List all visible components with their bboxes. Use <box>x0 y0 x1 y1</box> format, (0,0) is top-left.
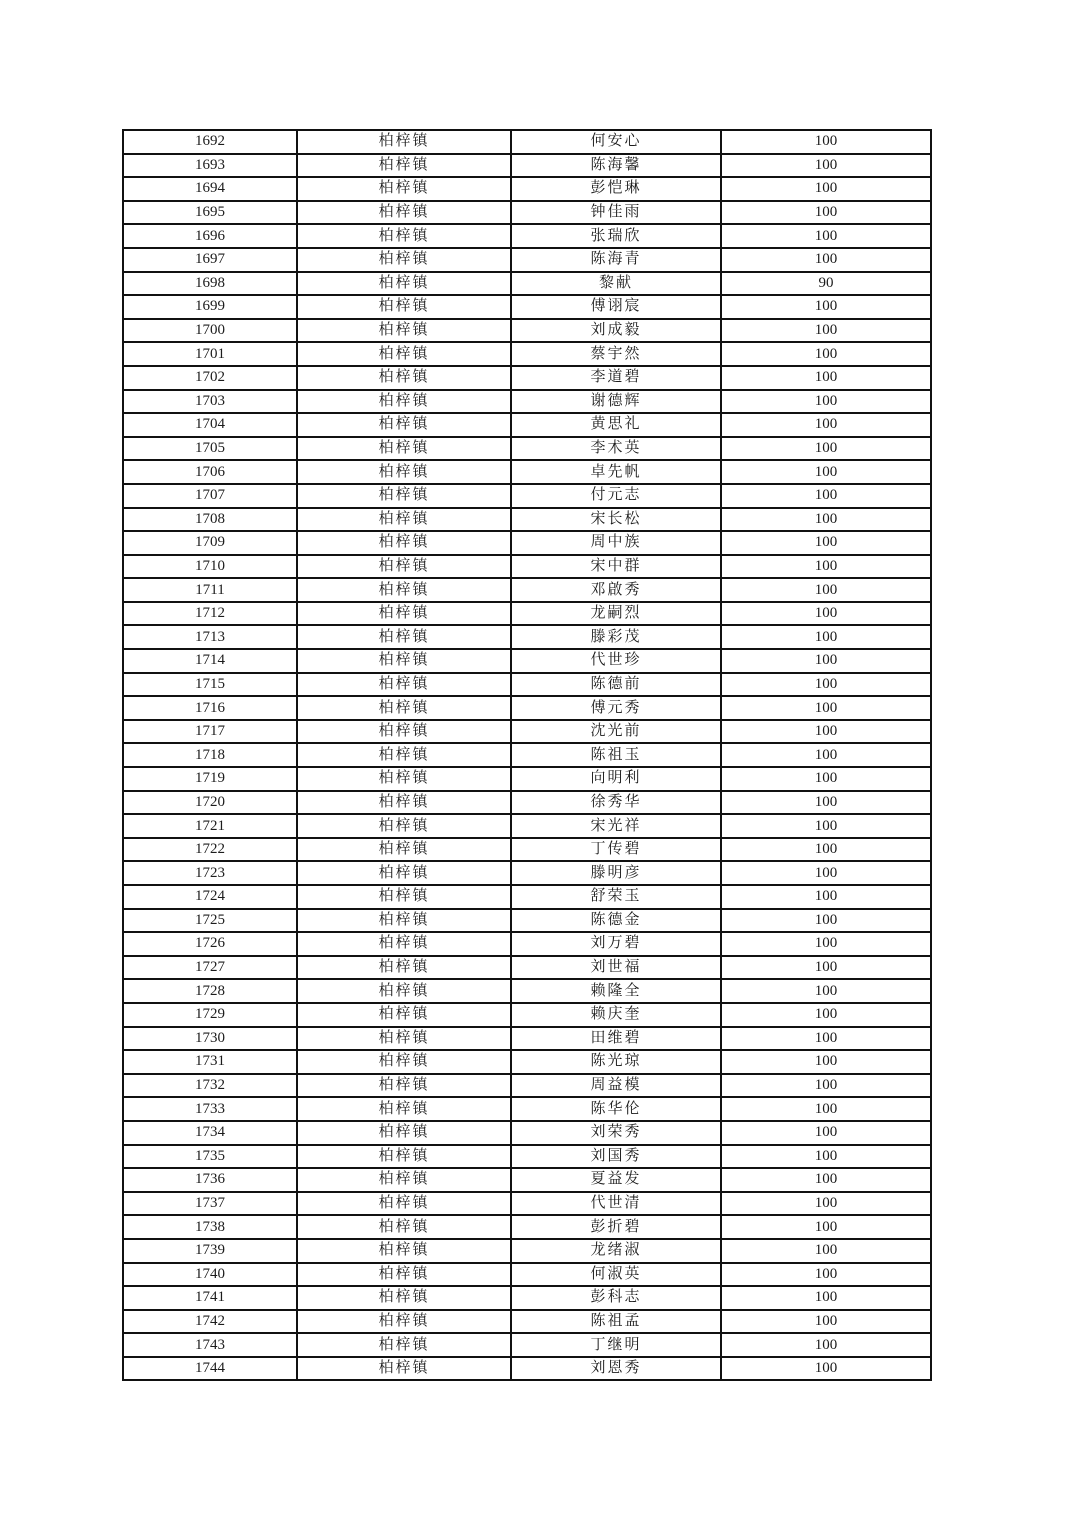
person-name-cell: 付元志 <box>511 484 721 508</box>
score-cell: 100 <box>721 224 931 248</box>
town-cell: 柏梓镇 <box>297 460 511 484</box>
table-row <box>123 1168 931 1192</box>
person-name-cell: 李道碧 <box>511 366 721 390</box>
serial-number-cell: 1742 <box>123 1310 297 1334</box>
person-name-cell: 田维碧 <box>511 1027 721 1051</box>
person-name-cell: 刘荣秀 <box>511 1121 721 1145</box>
table-row <box>123 460 931 484</box>
town-cell: 柏梓镇 <box>297 885 511 909</box>
serial-number-cell: 1720 <box>123 791 297 815</box>
serial-number-cell: 1723 <box>123 861 297 885</box>
score-cell: 100 <box>721 1168 931 1192</box>
town-cell: 柏梓镇 <box>297 319 511 343</box>
serial-number-cell: 1722 <box>123 838 297 862</box>
score-cell: 100 <box>721 649 931 673</box>
score-cell: 100 <box>721 791 931 815</box>
score-cell: 100 <box>721 531 931 555</box>
score-cell: 100 <box>721 177 931 201</box>
town-cell: 柏梓镇 <box>297 390 511 414</box>
town-cell: 柏梓镇 <box>297 1121 511 1145</box>
town-cell: 柏梓镇 <box>297 1192 511 1216</box>
serial-number-cell: 1717 <box>123 720 297 744</box>
serial-number-cell: 1732 <box>123 1074 297 1098</box>
serial-number-cell: 1698 <box>123 272 297 296</box>
table-row <box>123 1310 931 1334</box>
table-row <box>123 177 931 201</box>
score-table-body <box>123 130 931 1380</box>
serial-number-cell: 1715 <box>123 673 297 697</box>
person-name-cell: 丁传碧 <box>511 838 721 862</box>
serial-number-cell: 1727 <box>123 956 297 980</box>
serial-number-cell: 1738 <box>123 1215 297 1239</box>
town-cell: 柏梓镇 <box>297 1310 511 1334</box>
person-name-cell: 谢德辉 <box>511 390 721 414</box>
score-cell: 100 <box>721 319 931 343</box>
score-cell: 100 <box>721 484 931 508</box>
town-cell: 柏梓镇 <box>297 1145 511 1169</box>
town-cell: 柏梓镇 <box>297 838 511 862</box>
table-row <box>123 861 931 885</box>
person-name-cell: 龙绪淑 <box>511 1239 721 1263</box>
town-cell: 柏梓镇 <box>297 201 511 225</box>
table-row <box>123 1357 931 1381</box>
score-cell: 100 <box>721 720 931 744</box>
score-cell: 100 <box>721 956 931 980</box>
table-row <box>123 1050 931 1074</box>
person-name-cell: 彭科志 <box>511 1286 721 1310</box>
town-cell: 柏梓镇 <box>297 861 511 885</box>
serial-number-cell: 1730 <box>123 1027 297 1051</box>
score-cell: 100 <box>721 814 931 838</box>
person-name-cell: 夏益发 <box>511 1168 721 1192</box>
person-name-cell: 周中族 <box>511 531 721 555</box>
table-row <box>123 319 931 343</box>
town-cell: 柏梓镇 <box>297 295 511 319</box>
table-row <box>123 224 931 248</box>
person-name-cell: 龙嗣烈 <box>511 602 721 626</box>
town-cell: 柏梓镇 <box>297 578 511 602</box>
person-name-cell: 何淑英 <box>511 1263 721 1287</box>
town-cell: 柏梓镇 <box>297 555 511 579</box>
town-cell: 柏梓镇 <box>297 814 511 838</box>
town-cell: 柏梓镇 <box>297 1097 511 1121</box>
score-cell: 100 <box>721 885 931 909</box>
table-row <box>123 743 931 767</box>
town-cell: 柏梓镇 <box>297 979 511 1003</box>
person-name-cell: 钟佳雨 <box>511 201 721 225</box>
score-cell: 100 <box>721 201 931 225</box>
score-cell: 100 <box>721 1027 931 1051</box>
table-row <box>123 295 931 319</box>
town-cell: 柏梓镇 <box>297 932 511 956</box>
score-cell: 100 <box>721 154 931 178</box>
town-cell: 柏梓镇 <box>297 1263 511 1287</box>
person-name-cell: 彭折碧 <box>511 1215 721 1239</box>
score-cell: 100 <box>721 979 931 1003</box>
town-cell: 柏梓镇 <box>297 1074 511 1098</box>
serial-number-cell: 1697 <box>123 248 297 272</box>
person-name-cell: 陈华伦 <box>511 1097 721 1121</box>
score-cell: 100 <box>721 625 931 649</box>
score-cell: 100 <box>721 1310 931 1334</box>
town-cell: 柏梓镇 <box>297 342 511 366</box>
serial-number-cell: 1706 <box>123 460 297 484</box>
person-name-cell: 刘国秀 <box>511 1145 721 1169</box>
score-cell: 100 <box>721 1003 931 1027</box>
person-name-cell: 张瑞欣 <box>511 224 721 248</box>
table-row <box>123 390 931 414</box>
score-cell: 100 <box>721 130 931 154</box>
table-row <box>123 248 931 272</box>
table-row <box>123 602 931 626</box>
person-name-cell: 傅诩宸 <box>511 295 721 319</box>
person-name-cell: 彭恺琳 <box>511 177 721 201</box>
serial-number-cell: 1692 <box>123 130 297 154</box>
score-cell: 100 <box>721 1050 931 1074</box>
score-cell: 100 <box>721 767 931 791</box>
person-name-cell: 陈海青 <box>511 248 721 272</box>
table-row <box>123 625 931 649</box>
person-name-cell: 宋中群 <box>511 555 721 579</box>
person-name-cell: 陈海馨 <box>511 154 721 178</box>
person-name-cell: 李术英 <box>511 437 721 461</box>
person-name-cell: 刘恩秀 <box>511 1357 721 1381</box>
serial-number-cell: 1716 <box>123 696 297 720</box>
person-name-cell: 丁继明 <box>511 1333 721 1357</box>
person-name-cell: 宋光祥 <box>511 814 721 838</box>
town-cell: 柏梓镇 <box>297 767 511 791</box>
serial-number-cell: 1724 <box>123 885 297 909</box>
person-name-cell: 陈光琼 <box>511 1050 721 1074</box>
serial-number-cell: 1736 <box>123 1168 297 1192</box>
table-row <box>123 1333 931 1357</box>
table-row <box>123 1192 931 1216</box>
town-cell: 柏梓镇 <box>297 743 511 767</box>
serial-number-cell: 1728 <box>123 979 297 1003</box>
score-cell: 100 <box>721 909 931 933</box>
score-cell: 100 <box>721 1074 931 1098</box>
person-name-cell: 代世珍 <box>511 649 721 673</box>
table-row <box>123 555 931 579</box>
score-cell: 100 <box>721 366 931 390</box>
table-row <box>123 1097 931 1121</box>
town-cell: 柏梓镇 <box>297 1168 511 1192</box>
score-cell: 100 <box>721 342 931 366</box>
table-row <box>123 578 931 602</box>
table-row <box>123 1121 931 1145</box>
serial-number-cell: 1718 <box>123 743 297 767</box>
town-cell: 柏梓镇 <box>297 1215 511 1239</box>
serial-number-cell: 1735 <box>123 1145 297 1169</box>
serial-number-cell: 1744 <box>123 1357 297 1381</box>
person-name-cell: 傅元秀 <box>511 696 721 720</box>
town-cell: 柏梓镇 <box>297 177 511 201</box>
table-row <box>123 437 931 461</box>
town-cell: 柏梓镇 <box>297 248 511 272</box>
town-cell: 柏梓镇 <box>297 673 511 697</box>
table-row <box>123 272 931 296</box>
person-name-cell: 何安心 <box>511 130 721 154</box>
serial-number-cell: 1719 <box>123 767 297 791</box>
town-cell: 柏梓镇 <box>297 484 511 508</box>
score-cell: 100 <box>721 1286 931 1310</box>
serial-number-cell: 1721 <box>123 814 297 838</box>
table-row <box>123 1263 931 1287</box>
person-name-cell: 蔡宇然 <box>511 342 721 366</box>
table-row <box>123 1027 931 1051</box>
table-row <box>123 814 931 838</box>
serial-number-cell: 1731 <box>123 1050 297 1074</box>
serial-number-cell: 1741 <box>123 1286 297 1310</box>
score-cell: 100 <box>721 1333 931 1357</box>
serial-number-cell: 1694 <box>123 177 297 201</box>
table-row <box>123 838 931 862</box>
serial-number-cell: 1700 <box>123 319 297 343</box>
person-name-cell: 代世清 <box>511 1192 721 1216</box>
serial-number-cell: 1743 <box>123 1333 297 1357</box>
town-cell: 柏梓镇 <box>297 531 511 555</box>
town-cell: 柏梓镇 <box>297 366 511 390</box>
table-row <box>123 956 931 980</box>
table-row <box>123 767 931 791</box>
table-row <box>123 979 931 1003</box>
person-name-cell: 滕彩茂 <box>511 625 721 649</box>
score-table <box>122 129 932 1381</box>
score-cell: 100 <box>721 578 931 602</box>
town-cell: 柏梓镇 <box>297 909 511 933</box>
score-cell: 100 <box>721 248 931 272</box>
score-cell: 100 <box>721 1145 931 1169</box>
serial-number-cell: 1713 <box>123 625 297 649</box>
town-cell: 柏梓镇 <box>297 1027 511 1051</box>
score-cell: 100 <box>721 413 931 437</box>
score-cell: 100 <box>721 1192 931 1216</box>
town-cell: 柏梓镇 <box>297 508 511 532</box>
serial-number-cell: 1705 <box>123 437 297 461</box>
table-row <box>123 484 931 508</box>
serial-number-cell: 1710 <box>123 555 297 579</box>
table-row <box>123 1003 931 1027</box>
town-cell: 柏梓镇 <box>297 625 511 649</box>
town-cell: 柏梓镇 <box>297 413 511 437</box>
score-cell: 100 <box>721 602 931 626</box>
town-cell: 柏梓镇 <box>297 956 511 980</box>
table-row <box>123 791 931 815</box>
serial-number-cell: 1726 <box>123 932 297 956</box>
table-row <box>123 130 931 154</box>
serial-number-cell: 1737 <box>123 1192 297 1216</box>
serial-number-cell: 1729 <box>123 1003 297 1027</box>
score-cell: 100 <box>721 932 931 956</box>
serial-number-cell: 1711 <box>123 578 297 602</box>
table-row <box>123 531 931 555</box>
person-name-cell: 赖隆全 <box>511 979 721 1003</box>
table-row <box>123 885 931 909</box>
score-cell: 100 <box>721 861 931 885</box>
town-cell: 柏梓镇 <box>297 791 511 815</box>
town-cell: 柏梓镇 <box>297 224 511 248</box>
serial-number-cell: 1707 <box>123 484 297 508</box>
score-cell: 100 <box>721 673 931 697</box>
table-row <box>123 1074 931 1098</box>
table-row <box>123 154 931 178</box>
town-cell: 柏梓镇 <box>297 1239 511 1263</box>
score-cell: 100 <box>721 696 931 720</box>
score-cell: 100 <box>721 1239 931 1263</box>
person-name-cell: 刘成毅 <box>511 319 721 343</box>
serial-number-cell: 1708 <box>123 508 297 532</box>
person-name-cell: 向明利 <box>511 767 721 791</box>
table-row <box>123 932 931 956</box>
score-cell: 100 <box>721 1215 931 1239</box>
town-cell: 柏梓镇 <box>297 130 511 154</box>
table-row <box>123 696 931 720</box>
person-name-cell: 徐秀华 <box>511 791 721 815</box>
score-cell: 100 <box>721 1097 931 1121</box>
person-name-cell: 宋长松 <box>511 508 721 532</box>
person-name-cell: 滕明彦 <box>511 861 721 885</box>
serial-number-cell: 1733 <box>123 1097 297 1121</box>
table-row <box>123 1145 931 1169</box>
serial-number-cell: 1702 <box>123 366 297 390</box>
score-cell: 100 <box>721 295 931 319</box>
score-cell: 90 <box>721 272 931 296</box>
table-row <box>123 1239 931 1263</box>
town-cell: 柏梓镇 <box>297 1050 511 1074</box>
serial-number-cell: 1693 <box>123 154 297 178</box>
town-cell: 柏梓镇 <box>297 649 511 673</box>
serial-number-cell: 1739 <box>123 1239 297 1263</box>
serial-number-cell: 1712 <box>123 602 297 626</box>
score-cell: 100 <box>721 838 931 862</box>
town-cell: 柏梓镇 <box>297 154 511 178</box>
town-cell: 柏梓镇 <box>297 1357 511 1381</box>
town-cell: 柏梓镇 <box>297 1286 511 1310</box>
person-name-cell: 陈祖孟 <box>511 1310 721 1334</box>
score-cell: 100 <box>721 460 931 484</box>
person-name-cell: 黎献 <box>511 272 721 296</box>
serial-number-cell: 1701 <box>123 342 297 366</box>
town-cell: 柏梓镇 <box>297 1003 511 1027</box>
serial-number-cell: 1709 <box>123 531 297 555</box>
person-name-cell: 邓啟秀 <box>511 578 721 602</box>
serial-number-cell: 1695 <box>123 201 297 225</box>
person-name-cell: 周益模 <box>511 1074 721 1098</box>
serial-number-cell: 1699 <box>123 295 297 319</box>
score-cell: 100 <box>721 555 931 579</box>
person-name-cell: 刘世福 <box>511 956 721 980</box>
town-cell: 柏梓镇 <box>297 437 511 461</box>
score-cell: 100 <box>721 1121 931 1145</box>
serial-number-cell: 1703 <box>123 390 297 414</box>
person-name-cell: 陈德前 <box>511 673 721 697</box>
score-cell: 100 <box>721 1357 931 1381</box>
serial-number-cell: 1725 <box>123 909 297 933</box>
person-name-cell: 黄思礼 <box>511 413 721 437</box>
score-cell: 100 <box>721 390 931 414</box>
town-cell: 柏梓镇 <box>297 602 511 626</box>
town-cell: 柏梓镇 <box>297 272 511 296</box>
person-name-cell: 沈光前 <box>511 720 721 744</box>
table-row <box>123 1215 931 1239</box>
town-cell: 柏梓镇 <box>297 696 511 720</box>
town-cell: 柏梓镇 <box>297 1333 511 1357</box>
table-row <box>123 413 931 437</box>
table-row <box>123 201 931 225</box>
person-name-cell: 刘万碧 <box>511 932 721 956</box>
person-name-cell: 陈祖玉 <box>511 743 721 767</box>
serial-number-cell: 1714 <box>123 649 297 673</box>
score-cell: 100 <box>721 1263 931 1287</box>
score-cell: 100 <box>721 508 931 532</box>
table-row <box>123 673 931 697</box>
serial-number-cell: 1740 <box>123 1263 297 1287</box>
person-name-cell: 卓先帆 <box>511 460 721 484</box>
person-name-cell: 陈德金 <box>511 909 721 933</box>
score-cell: 100 <box>721 743 931 767</box>
person-name-cell: 赖庆奎 <box>511 1003 721 1027</box>
serial-number-cell: 1734 <box>123 1121 297 1145</box>
table-row <box>123 1286 931 1310</box>
table-row <box>123 342 931 366</box>
table-row <box>123 720 931 744</box>
table-row <box>123 366 931 390</box>
table-row <box>123 909 931 933</box>
table-row <box>123 649 931 673</box>
town-cell: 柏梓镇 <box>297 720 511 744</box>
serial-number-cell: 1696 <box>123 224 297 248</box>
table-row <box>123 508 931 532</box>
serial-number-cell: 1704 <box>123 413 297 437</box>
person-name-cell: 舒荣玉 <box>511 885 721 909</box>
score-cell: 100 <box>721 437 931 461</box>
